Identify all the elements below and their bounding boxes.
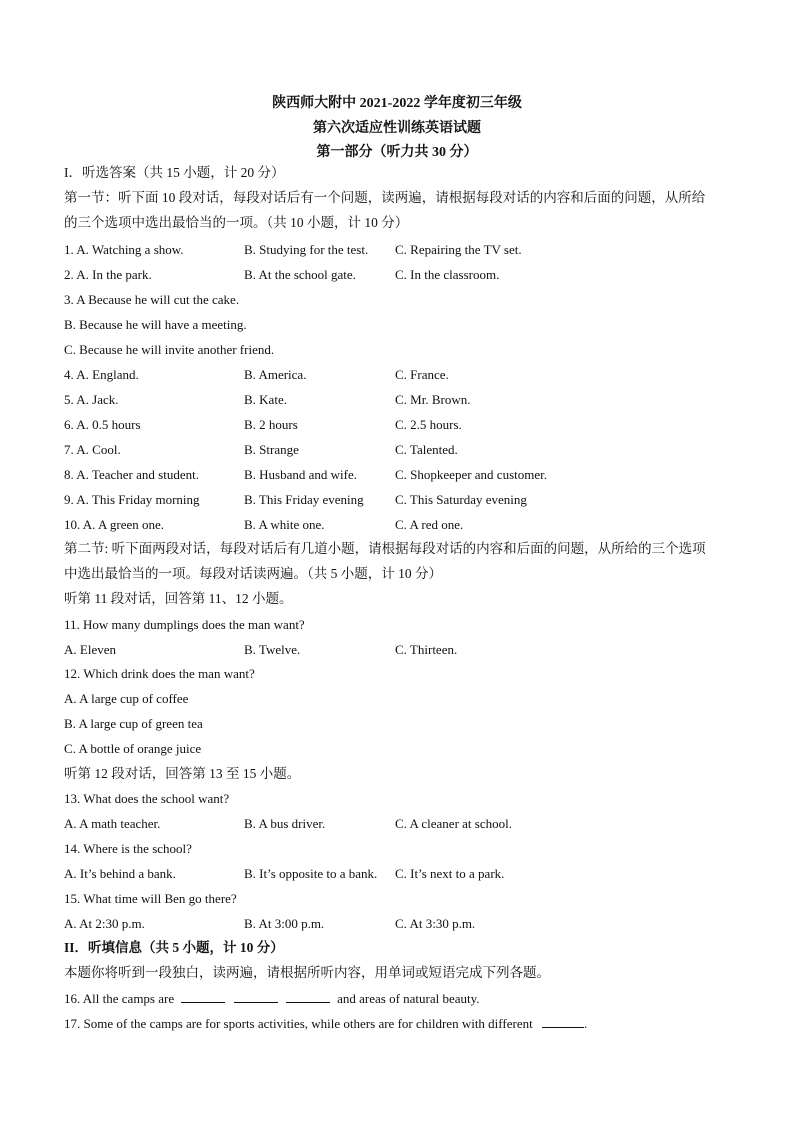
q13-stem: 13. What does the school want? [64,791,230,806]
q8-option-c: C. Shopkeeper and customer. [395,467,547,482]
q6-option-b: B. 2 hours [244,417,298,432]
q7-option-c: C. Talented. [395,442,458,457]
q15-option-a: A. At 2:30 p.m. [64,916,145,931]
q1-option-b: B. Studying for the test. [244,242,369,257]
q3-option-b: B. Because he will have a meeting. [64,317,247,332]
q12-option-b: B. A large cup of green tea [64,716,203,731]
part1-heading: I．听选答案（共 15 小题，计 20 分） [64,165,285,180]
q14-option-a: A. It’s behind a bank. [64,866,176,881]
q12-option-a: A. A large cup of coffee [64,691,189,706]
q11-option-a: A. Eleven [64,642,116,657]
q15-option-c: C. At 3:30 p.m. [395,916,476,931]
q2-option-b: B. At the school gate. [244,267,356,282]
q9-option-c: C. This Saturday evening [395,492,527,507]
q13-option-a: A. A math teacher. [64,816,161,831]
q17-text-start: 17. Some of the camps are for sports activities, while others are for children with different [64,1016,533,1031]
q10-option-a: 10. A. A green one. [64,517,165,532]
q16-line [64,991,480,1007]
q6-option-a: 6. A. 0.5 hours [64,417,141,432]
q5-option-a: 5. A. Jack. [64,392,119,407]
q7-option-a: 7. A. Cool. [64,442,121,457]
q14-option-b: B. It’s opposite to a bank. [244,866,378,881]
q12-option-c: C. A bottle of orange juice [64,741,202,756]
q16-blank-3[interactable] [286,991,330,1003]
q13-option-b: B. A bus driver. [244,816,326,831]
q16-blank-2[interactable] [234,991,278,1003]
exam-title-part: 第一部分（听力共 30 分） [316,145,478,160]
q14-stem: 14. Where is the school? [64,841,192,856]
q2-option-a: 2. A. In the park. [64,267,152,282]
section1-instruction-line2: 的三个选项中选出最恰当的一项。（共 10 小题，计 10 分） [64,215,409,230]
q12-stem: 12. Which drink does the man want? [64,666,255,681]
dialog11-instruction: 听第 11 段对话，回答第 11、12 小题。 [64,591,293,606]
exam-title-school: 陕西师大附中 2021-2022 学年度初三年级 [272,96,522,111]
q3-option-a: 3. A Because he will cut the cake. [64,292,240,307]
q10-option-c: C. A red one. [395,517,464,532]
q10-option-b: B. A white one. [244,517,325,532]
q8-option-a: 8. A. Teacher and student. [64,467,199,482]
q6-option-c: C. 2.5 hours. [395,417,462,432]
q3-option-c: C. Because he will invite another friend. [64,342,275,357]
exam-title-name: 第六次适应性训练英语试题 [313,121,481,136]
part2-instruction: 本题你将听到一段独白，读两遍，请根据所听内容，用单词或短语完成下列各题。 [64,965,550,980]
dialog12-instruction: 听第 12 段对话，回答第 13 至 15 小题。 [64,766,301,781]
q2-option-c: C. In the classroom. [395,267,500,282]
q17-text-end: . [583,1016,588,1031]
q1-option-a: 1. A. Watching a show. [64,242,184,257]
q5-option-b: B. Kate. [244,392,287,407]
q7-option-b: B. Strange [244,442,299,457]
section1-instruction-line1: 第一节：听下面 10 段对话，每段对话后有一个问题，读两遍，请根据每段对话的内容和后面的问题，从所给 [64,190,706,205]
q8-option-b: B. Husband and wife. [244,467,358,482]
section2-instruction-line1: 第二节: 听下面两段对话，每段对话后有几道小题，请根据每段对话的内容和后面的问题，从所给的三个选项 [64,541,706,556]
q16-text-start: 16. All the camps are [64,991,175,1006]
q16-blank-1[interactable] [181,991,225,1003]
q17-blank[interactable] [542,1016,584,1028]
q11-option-b: B. Twelve. [244,642,301,657]
q14-option-c: C. It’s next to a park. [395,866,505,881]
q4-option-b: B. America. [244,367,307,382]
q15-option-b: B. At 3:00 p.m. [244,916,325,931]
q4-option-c: C. France. [395,367,449,382]
q15-stem: 15. What time will Ben go there? [64,891,237,906]
q9-option-a: 9. A. This Friday morning [64,492,200,507]
q4-option-a: 4. A. England. [64,367,139,382]
q11-option-c: C. Thirteen. [395,642,458,657]
q5-option-c: C. Mr. Brown. [395,392,471,407]
part2-heading: II．听填信息（共 5 小题，计 10 分） [64,940,284,955]
section2-instruction-line2: 中选出最恰当的一项。每段对话读两遍。（共 5 小题，计 10 分） [64,566,442,581]
q16-text-end: and areas of natural beauty. [337,991,480,1006]
q11-stem: 11. How many dumplings does the man want? [64,617,305,632]
q9-option-b: B. This Friday evening [244,492,364,507]
q13-option-c: C. A cleaner at school. [395,816,512,831]
q1-option-c: C. Repairing the TV set. [395,242,522,257]
q17-line [64,1016,587,1032]
